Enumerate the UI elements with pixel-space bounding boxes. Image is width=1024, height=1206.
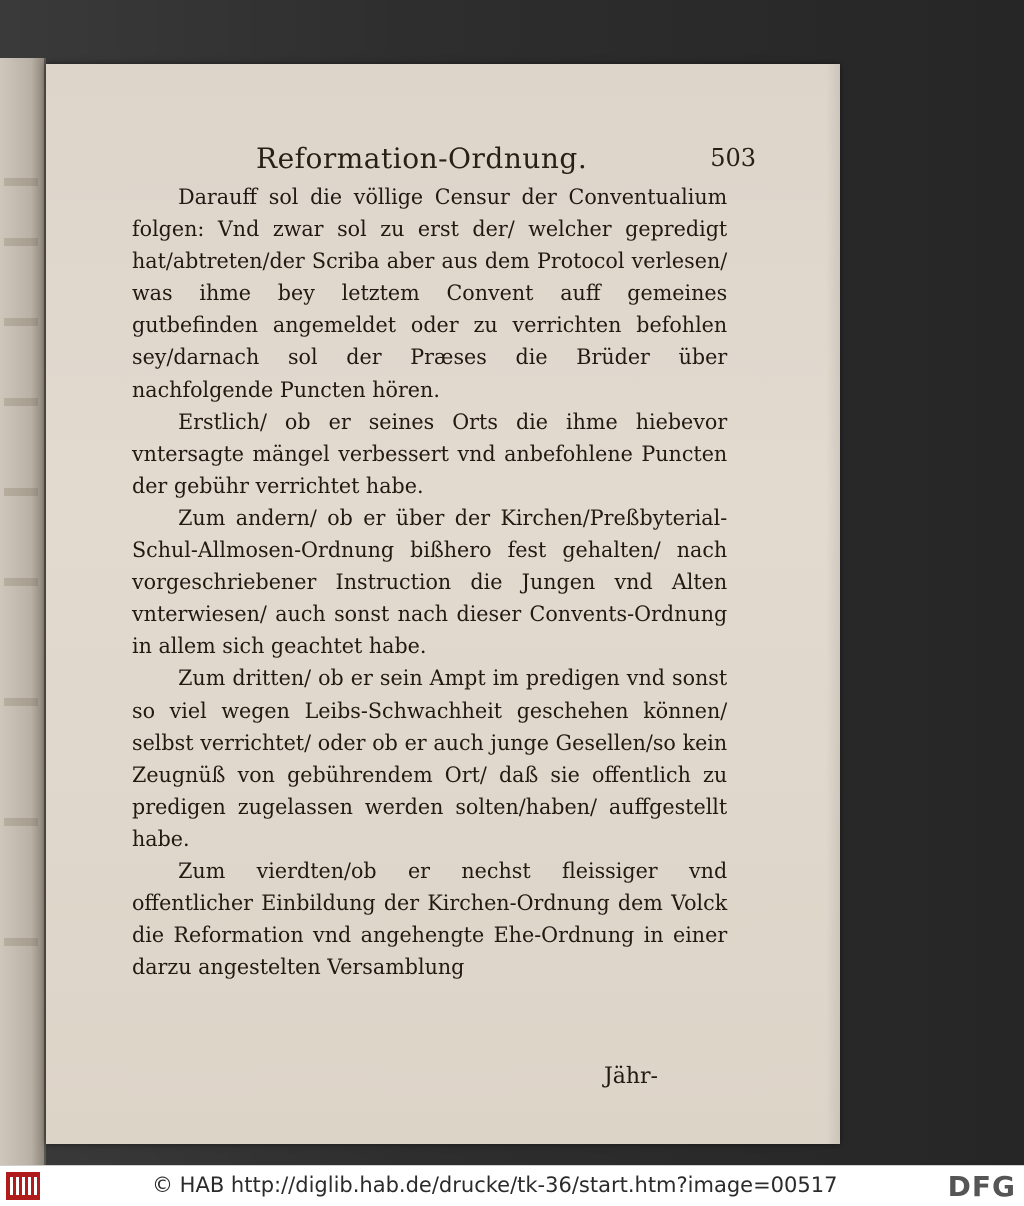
page-header xyxy=(256,142,756,176)
ink-bleed xyxy=(4,698,38,706)
ink-bleed xyxy=(4,578,38,586)
paragraph: Darauff sol die völlige Censur der Conventualium folgen: Vnd zwar sol zu erst der/ welcher gepredigt hat/abtreten/der Scriba aber aus dem Protocol verlesen/ was ihme bey letztem Convent auff gemeines gutbefinden angemeldet oder zu verrichten befohlen sey/darnach sol der Præses die Brüder über nachfolgende Puncten hören. xyxy=(132,185,728,403)
ink-bleed xyxy=(4,178,38,186)
paragraph: Zum dritten/ ob er sein Ampt im predigen vnd sonst so viel wegen Leibs-Schwachheit geschehen können/ selbst verrichtet/ oder ob er auch junge Gesellen/so kein Zeugnüß von gebührendem Ort/ daß sie offentlich zu predigen zugelassen werden solten/haben/ auffgestellt habe. xyxy=(132,666,728,852)
book-page xyxy=(46,64,840,1144)
source-credit-link[interactable]: © HAB http://diglib.hab.de/drucke/tk-36/start.htm?image=00517 xyxy=(152,1173,838,1197)
ink-bleed xyxy=(4,938,38,946)
catchword: Jähr- xyxy=(603,1064,658,1089)
paragraph: Zum vierdten/ob er nechst fleissiger vnd offentlicher Einbildung der Kirchen-Ordnung dem Volck die Reformation vnd angehengte Ehe-Ordnung in einer darzu angestelten Versamblung xyxy=(132,858,728,981)
viewer-footer xyxy=(0,1165,1024,1206)
page-number: 503 xyxy=(710,144,756,172)
page-body xyxy=(132,182,727,984)
ink-bleed xyxy=(4,488,38,496)
facing-page-edge xyxy=(0,58,46,1165)
paragraph: Erstlich/ ob er seines Orts die ihme hiebevor vntersagte mängel verbessert vnd anbefohlene Puncten der gebühr verrichtet habe. xyxy=(132,409,728,499)
paragraph: Zum andern/ ob er über der Kirchen/Preßbyterial-Schul-Allmosen-Ordnung bißhero fest gehalten/ nach vorgeschriebener Instruction die Jungen vnd Alten vnterwiesen/ auch sonst nach dieser Convents-Ordnung in allem sich geachtet habe. xyxy=(132,505,728,660)
library-logo-icon xyxy=(6,1172,40,1200)
dfg-logo: DFG xyxy=(947,1170,1016,1203)
ink-bleed xyxy=(4,818,38,826)
ink-bleed xyxy=(4,398,38,406)
running-head: Reformation-Ordnung. xyxy=(256,142,588,175)
ink-bleed xyxy=(4,238,38,246)
ink-bleed xyxy=(4,318,38,326)
